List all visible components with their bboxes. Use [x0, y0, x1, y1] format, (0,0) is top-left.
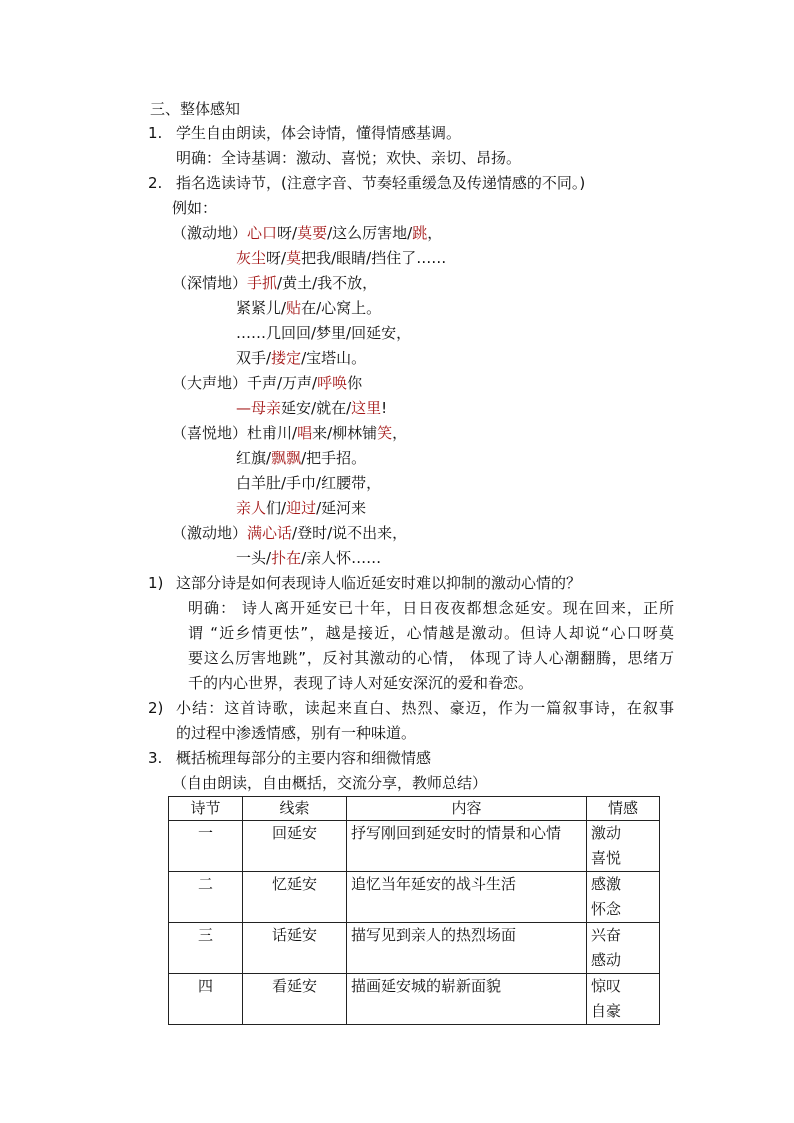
poem-text: 双手/: [236, 349, 272, 367]
poem-text: 延安/就在/: [281, 399, 352, 417]
emotion-word: 自豪: [591, 1002, 622, 1020]
cell-section: 一: [169, 821, 243, 872]
poem-text: /黄土/我不放，: [277, 274, 378, 292]
poem-line: [236, 397, 387, 419]
emphasis-word: 扑在: [271, 549, 302, 567]
emphasis-word: 满心话: [247, 524, 293, 542]
q1-answer-line: 明确： 诗人离开延安已十年，日日夜夜都想念延安。现在回来，正所: [188, 599, 674, 617]
cell-emotion: [587, 821, 660, 872]
poem-text: 一头/: [236, 549, 272, 567]
q1-answer-line: 千的内心世界，表现了诗人对延安深沉的爱和眷恋。: [188, 674, 534, 692]
cell-content: 追忆当年延安的战斗生活: [347, 872, 587, 923]
poem-text: /这么厉害地/: [327, 224, 413, 242]
poem-text: 呀/: [266, 249, 287, 267]
poem-text: （深情地）: [172, 274, 248, 292]
emphasis-word: 贴: [286, 299, 302, 317]
table-row: [169, 923, 660, 974]
emphasis-word: 跳: [412, 224, 428, 242]
q2-number: 2): [148, 699, 164, 717]
cell-section: 二: [169, 872, 243, 923]
poem-text: 红旗/: [236, 449, 272, 467]
poem-line: [236, 297, 381, 319]
item2-number: 2.: [148, 174, 163, 192]
poem-text: ，: [392, 424, 408, 442]
q2-line: 小结：这首诗歌，读起来直白、热烈、豪迈，作为一篇叙事诗，在叙事: [176, 699, 674, 717]
cell-clue: 回延安: [243, 821, 347, 872]
cell-emotion: [587, 974, 660, 1025]
poem-text: 紧紧儿/: [236, 299, 287, 317]
poem-line: [236, 247, 446, 269]
emphasis-word: 迎过: [286, 499, 317, 517]
poem-text: （大声地）千声/万声/: [172, 374, 318, 392]
cell-section: 三: [169, 923, 243, 974]
table-row: [169, 974, 660, 1025]
table-row: [169, 821, 660, 872]
poem-text: ，: [427, 224, 443, 242]
emotion-word: 怀念: [591, 900, 622, 918]
emphasis-word: 搂定: [271, 349, 302, 367]
emotion-word: 感动: [591, 951, 622, 969]
emphasis-word: —母亲: [236, 399, 282, 417]
item1-text: 学生自由朗读，体会诗情，懂得情感基调。: [176, 124, 462, 142]
poem-text: 呀/: [277, 224, 298, 242]
emotion-word: 兴奋: [591, 926, 622, 944]
cell-clue: 看延安: [243, 974, 347, 1025]
emphasis-word: 心口: [247, 224, 278, 242]
emphasis-word: 亲人: [236, 499, 267, 517]
emotion-word: 感激: [591, 875, 622, 893]
cell-clue: 忆延安: [243, 872, 347, 923]
emotion-word: 惊叹: [591, 977, 622, 995]
poem-line: [172, 522, 407, 544]
section-title: 三、整体感知: [150, 100, 241, 118]
summary-table: [168, 796, 660, 1025]
poem-text: /登时/说不出来，: [292, 524, 408, 542]
poem-line: [236, 547, 381, 569]
poem-line: [172, 372, 362, 394]
poem-text: /把手招。: [301, 449, 367, 467]
header-section: 诗节: [169, 797, 243, 821]
poem-line: [236, 447, 366, 469]
emphasis-word: 莫要: [297, 224, 328, 242]
poem-line: [236, 347, 366, 369]
cell-emotion: [587, 923, 660, 974]
poem-text: 来/柳林铺: [312, 424, 378, 442]
poem-line: [236, 322, 411, 344]
cell-content: 描画延安城的崭新面貌: [347, 974, 587, 1025]
item3-note: （自由朗读，自由概括，交流分享，教师总结）: [172, 774, 488, 792]
item3-text: 概括梳理每部分的主要内容和细微情感: [176, 749, 432, 767]
poem-line: [172, 272, 377, 294]
item2-text: 指名选读诗节，(注意字音、节奏轻重缓急及传递情感的不同。): [176, 174, 586, 192]
poem-text: !: [381, 399, 388, 417]
poem-text: （激动地）: [172, 524, 248, 542]
table-row: [169, 872, 660, 923]
poem-text: （激动地）: [172, 224, 248, 242]
poem-line: [172, 222, 442, 244]
emphasis-word: 唱: [297, 424, 313, 442]
poem-line: [236, 472, 381, 494]
poem-text: /宝塔山。: [301, 349, 367, 367]
header-content: 内容: [347, 797, 587, 821]
q1-answer-line: 谓 “近乡情更怯”，越是接近，心情越是激动。但诗人却说“心口呀莫: [188, 624, 674, 642]
emotion-word: 喜悦: [591, 849, 622, 867]
q2-line: 的过程中渗透情感，别有一种味道。: [176, 724, 417, 742]
q1-answer-line: 要这么厉害地跳”，反衬其激动的心情， 体现了诗人心潮翻腾，思绪万: [188, 649, 674, 667]
poem-line: [236, 497, 366, 519]
emotion-word: 激动: [591, 824, 622, 842]
poem-text: ……几回回/梦里/回延安，: [236, 324, 412, 342]
poem-text: 你: [347, 374, 363, 392]
poem-text: /亲人怀……: [301, 549, 382, 567]
table-header-row: [169, 797, 660, 821]
example-label: 例如：: [172, 199, 218, 217]
poem-text: 们/: [266, 499, 287, 517]
emphasis-word: 这里: [351, 399, 382, 417]
header-clue: 线索: [243, 797, 347, 821]
header-emotion: 情感: [587, 797, 660, 821]
emphasis-word: 灰尘: [236, 249, 267, 267]
emphasis-word: 莫: [286, 249, 302, 267]
emphasis-word: 手抓: [247, 274, 278, 292]
cell-content: 抒写刚回到延安时的情景和心情: [347, 821, 587, 872]
cell-section: 四: [169, 974, 243, 1025]
poem-text: 把我/眼睛/挡住了……: [301, 249, 447, 267]
item1-answer: 明确：全诗基调：激动、喜悦；欢快、亲切、昂扬。: [176, 149, 522, 167]
cell-clue: 话延安: [243, 923, 347, 974]
cell-emotion: [587, 872, 660, 923]
poem-text: （喜悦地）杜甫川/: [172, 424, 298, 442]
q1-number: 1): [148, 574, 164, 592]
emphasis-word: 呼唤: [317, 374, 348, 392]
q1-text: 这部分诗是如何表现诗人临近延安时难以抑制的激动心情的？: [176, 574, 582, 592]
emphasis-word: 飘飘: [271, 449, 302, 467]
poem-line: [172, 422, 407, 444]
poem-text: 在/心窝上。: [301, 299, 382, 317]
item3-number: 3.: [148, 749, 163, 767]
cell-content: 描写见到亲人的热烈场面: [347, 923, 587, 974]
emphasis-word: 笑: [377, 424, 393, 442]
poem-text: 白羊肚/手巾/红腰带，: [236, 474, 382, 492]
poem-text: /延河来: [316, 499, 367, 517]
item1-number: 1.: [148, 124, 163, 142]
